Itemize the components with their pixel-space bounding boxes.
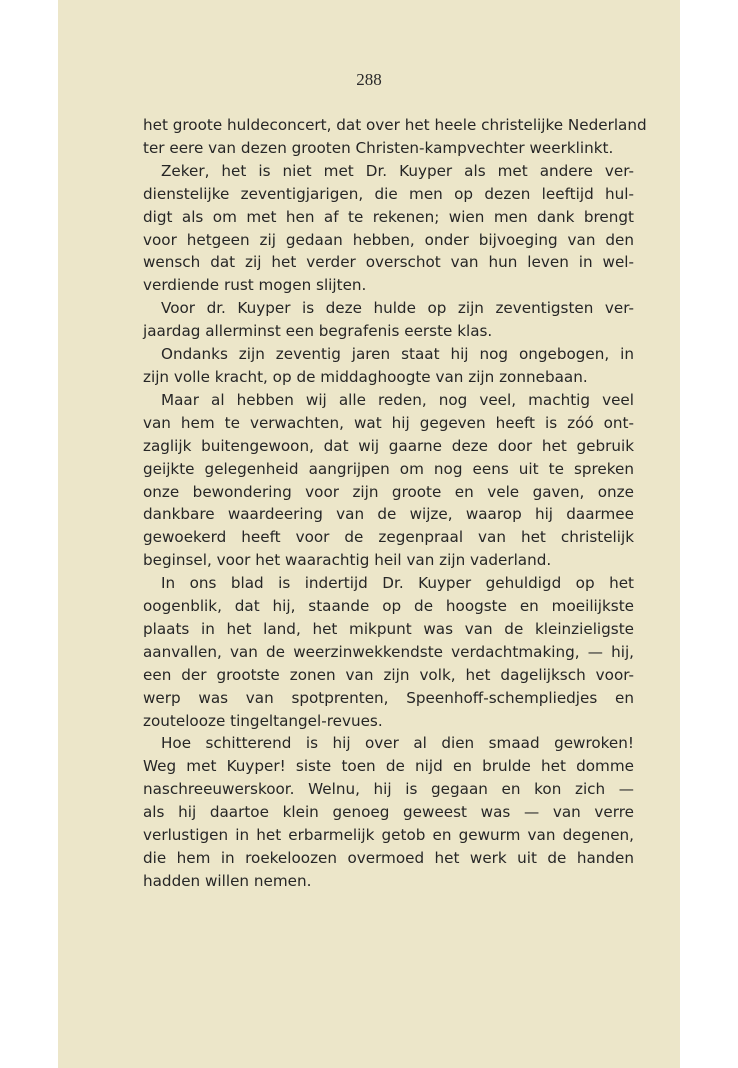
text-line: voor hetgeen zij gedaan hebben, onder bijvoeging van den	[143, 230, 634, 249]
paragraph	[143, 114, 647, 160]
paragraph	[143, 160, 634, 297]
paragraph	[143, 343, 634, 389]
text-line: zijn volle kracht, op de middaghoogte van zijn zonnebaan.	[143, 367, 588, 386]
text-line: beginsel, voor het waarachtig heil van zijn vaderland.	[143, 551, 552, 570]
paragraph	[143, 297, 634, 343]
text-line: aanvallen, van de weerzinwekkendste verdachtmaking, — hij,	[143, 642, 634, 661]
text-line: Ondanks zijn zeventig jaren staat hij nog ongebogen, in	[161, 345, 634, 364]
text-line: Weg met Kuyper! siste toen de nijd en brulde het domme	[143, 757, 634, 776]
text-line: werp was van spotprenten, Speenhoff-schempliedjes en	[143, 688, 634, 707]
book-page	[58, 0, 680, 1068]
text-line: gewoekerd heeft voor de zegenpraal van het christelijk	[143, 528, 634, 547]
text-line: ter eere van dezen grooten Christen-kampvechter weerklinkt.	[143, 138, 614, 157]
text-line: onze bewondering voor zijn groote en vele gaven, onze	[143, 482, 634, 501]
text-line: als hij daartoe klein genoeg geweest was — van verre	[143, 803, 634, 822]
text-line: die hem in roekeloozen overmoed het werk uit de handen	[143, 849, 634, 867]
text-line: zaglijk buitengewoon, dat wij gaarne deze door het gebruik	[143, 436, 634, 455]
page-number: 288	[356, 70, 382, 89]
text-line: hadden willen nemen.	[143, 871, 312, 890]
text-line: Hoe schitterend is hij over al dien smaad gewroken!	[161, 734, 634, 753]
body-text	[143, 114, 647, 893]
text-line: geijkte gelegenheid aangrijpen om nog eens uit te spreken	[143, 459, 634, 478]
text-line: naschreeuwerskoor. Welnu, hij is gegaan en kon zich —	[143, 780, 634, 799]
text-line: Voor dr. Kuyper is deze hulde op zijn zeventigsten ver-	[161, 299, 634, 318]
text-line: plaats in het land, het mikpunt was van de kleinzieligste	[143, 619, 634, 638]
text-line: zoutelooze tingeltangel-revues.	[143, 711, 383, 730]
text-line: verlustigen in het erbarmelijk getob en gewurm van degenen,	[143, 826, 634, 845]
paragraph	[143, 732, 634, 892]
text-line: dienstelijke zeventigjarigen, die men op dezen leeftijd hul-	[143, 184, 634, 203]
text-line: dankbare waardeering van de wijze, waarop hij daarmee	[143, 505, 634, 524]
text-line: jaardag allerminst een begrafenis eerste klas.	[143, 322, 493, 341]
paragraph	[143, 572, 634, 732]
text-line: oogenblik, dat hij, staande op de hoogste en moeilijkste	[143, 597, 634, 616]
text-line: het groote huldeconcert, dat over het heele christelijke Nederland	[143, 116, 647, 134]
text-line: wensch dat zij het verder overschot van hun leven in wel-	[143, 253, 634, 272]
text-line: een der grootste zonen van zijn volk, het dagelijksch voor-	[143, 665, 634, 684]
text-line: In ons blad is indertijd Dr. Kuyper gehuldigd op het	[161, 574, 634, 593]
text-line: verdiende rust mogen slijten.	[143, 276, 367, 295]
text-line: van hem te verwachten, wat hij gegeven heeft is zóó ont-	[143, 413, 634, 432]
text-line: Maar al hebben wij alle reden, nog veel, machtig veel	[161, 390, 634, 409]
text-line: Zeker, het is niet met Dr. Kuyper als met andere ver-	[161, 161, 634, 180]
paragraph	[143, 389, 634, 572]
text-line: digt als om met hen af te rekenen; wien men dank brengt	[143, 207, 634, 226]
